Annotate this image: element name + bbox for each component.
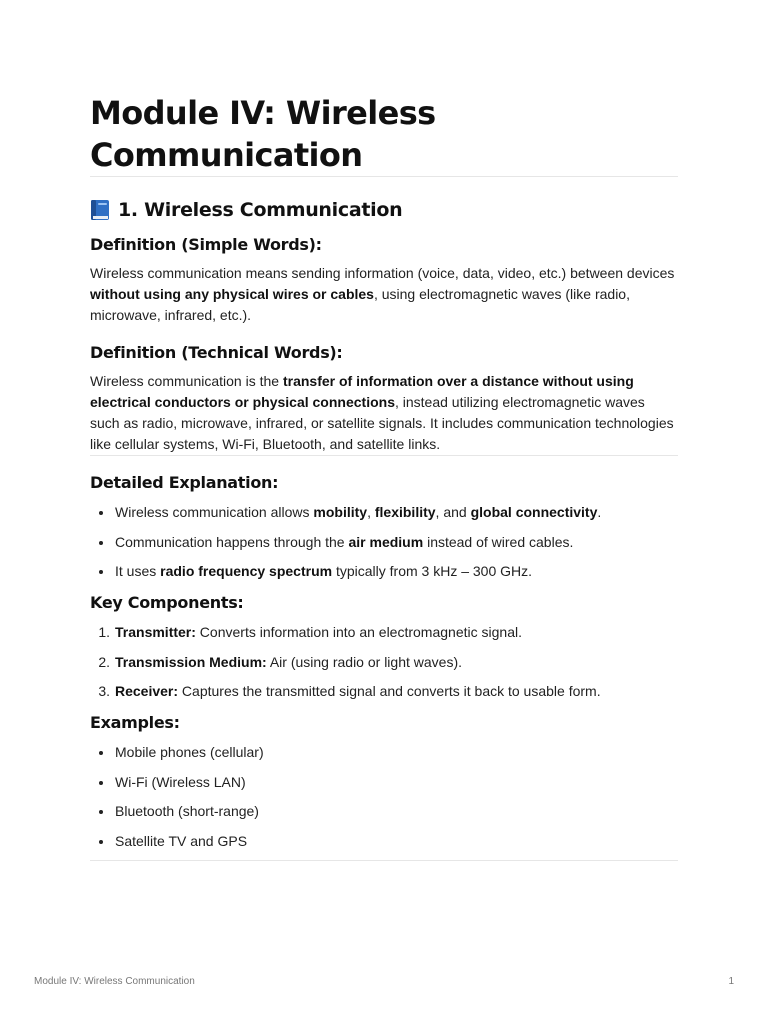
definition-technical-section — [90, 342, 678, 455]
bold-text: flexibility — [374, 504, 436, 520]
list-item: Wi-Fi (Wireless LAN) — [90, 772, 678, 793]
detailed-explanation-heading: Detailed Explanation: — [90, 473, 279, 492]
definition-simple-heading: Definition (Simple Words): — [90, 235, 322, 254]
section-heading — [90, 197, 678, 223]
document-body — [90, 92, 678, 861]
text-run: It uses — [115, 563, 161, 579]
bold-text: radio frequency spectrum — [160, 563, 333, 579]
text-run: instead of wired cables. — [423, 533, 574, 550]
key-components-list — [90, 622, 678, 702]
definition-technical-heading: Definition (Technical Words): — [90, 343, 343, 362]
divider — [90, 176, 678, 177]
divider — [90, 860, 678, 861]
text-run: Captures the transmitted signal and converts it back to usable form. — [178, 683, 601, 699]
text-run: Converts information into an electromagnetic signal. — [195, 624, 522, 640]
list-number: 2. — [98, 653, 110, 670]
text-run: , instead utilizing electromagnetic waves such as radio, microwave, infrared, or satellite signals. It includes communication technologies like cellular systems, Wi-Fi, Bluetooth, and satellite links. — [90, 394, 674, 452]
list-item — [90, 532, 678, 553]
examples-list — [90, 742, 678, 852]
divider — [90, 455, 678, 456]
page-footer — [34, 975, 734, 989]
definition-simple-text — [90, 263, 678, 326]
text-run: Communication happens through the — [115, 533, 349, 550]
text-run: Wireless communication is the — [90, 373, 283, 389]
bold-text: Transmission Medium: — [115, 653, 267, 670]
text-run: Wireless communication means sending information (voice, data, video, etc.) between devices — [90, 265, 675, 281]
page-title: Module IV: Wireless Communication — [90, 94, 436, 174]
footer-title: Module IV: Wireless Communication — [34, 976, 195, 987]
blue-book-icon — [90, 199, 110, 221]
bold-text: transfer of information over a distance without using electrical conductors or physical connections — [90, 373, 634, 410]
text-run: Wireless communication allows — [115, 504, 314, 520]
text-run: , and — [435, 504, 471, 520]
list-number: 1. — [98, 624, 110, 640]
list-number: 3. — [98, 683, 110, 699]
key-components-section — [90, 592, 678, 702]
examples-heading: Examples: — [90, 713, 180, 732]
definition-technical-text — [90, 371, 678, 455]
key-components-heading: Key Components: — [90, 593, 244, 612]
list-item — [90, 622, 678, 643]
bold-text: without using any physical wires or cables — [90, 286, 374, 302]
list-item: Bluetooth (short-range) — [90, 801, 678, 822]
text-run: . — [597, 504, 602, 520]
list-item — [90, 681, 678, 702]
bold-text: mobility — [313, 504, 368, 520]
section-heading-text: 1. Wireless Communication — [118, 199, 403, 221]
page-number: 1 — [728, 976, 734, 987]
bold-text: global connectivity — [470, 504, 598, 520]
text-run: Air (using radio or light waves). — [266, 653, 463, 670]
detailed-explanation-list — [90, 502, 678, 582]
text-run: , using electromagnetic waves (like radio, microwave, infrared, etc.). — [90, 286, 630, 323]
detailed-explanation-section — [90, 472, 678, 582]
list-item: Mobile phones (cellular) — [90, 742, 678, 763]
bold-text: Receiver: — [115, 683, 179, 699]
bold-text: air medium — [348, 533, 424, 550]
examples-section — [90, 712, 678, 852]
bold-text: Transmitter: — [115, 624, 196, 640]
list-item — [90, 502, 678, 523]
list-item: Satellite TV and GPS — [90, 831, 678, 852]
text-run: typically from 3 kHz – 300 GHz. — [332, 563, 533, 579]
definition-simple-section — [90, 234, 678, 326]
text-run: , — [367, 504, 375, 520]
list-item — [90, 652, 678, 673]
list-item — [90, 561, 678, 582]
